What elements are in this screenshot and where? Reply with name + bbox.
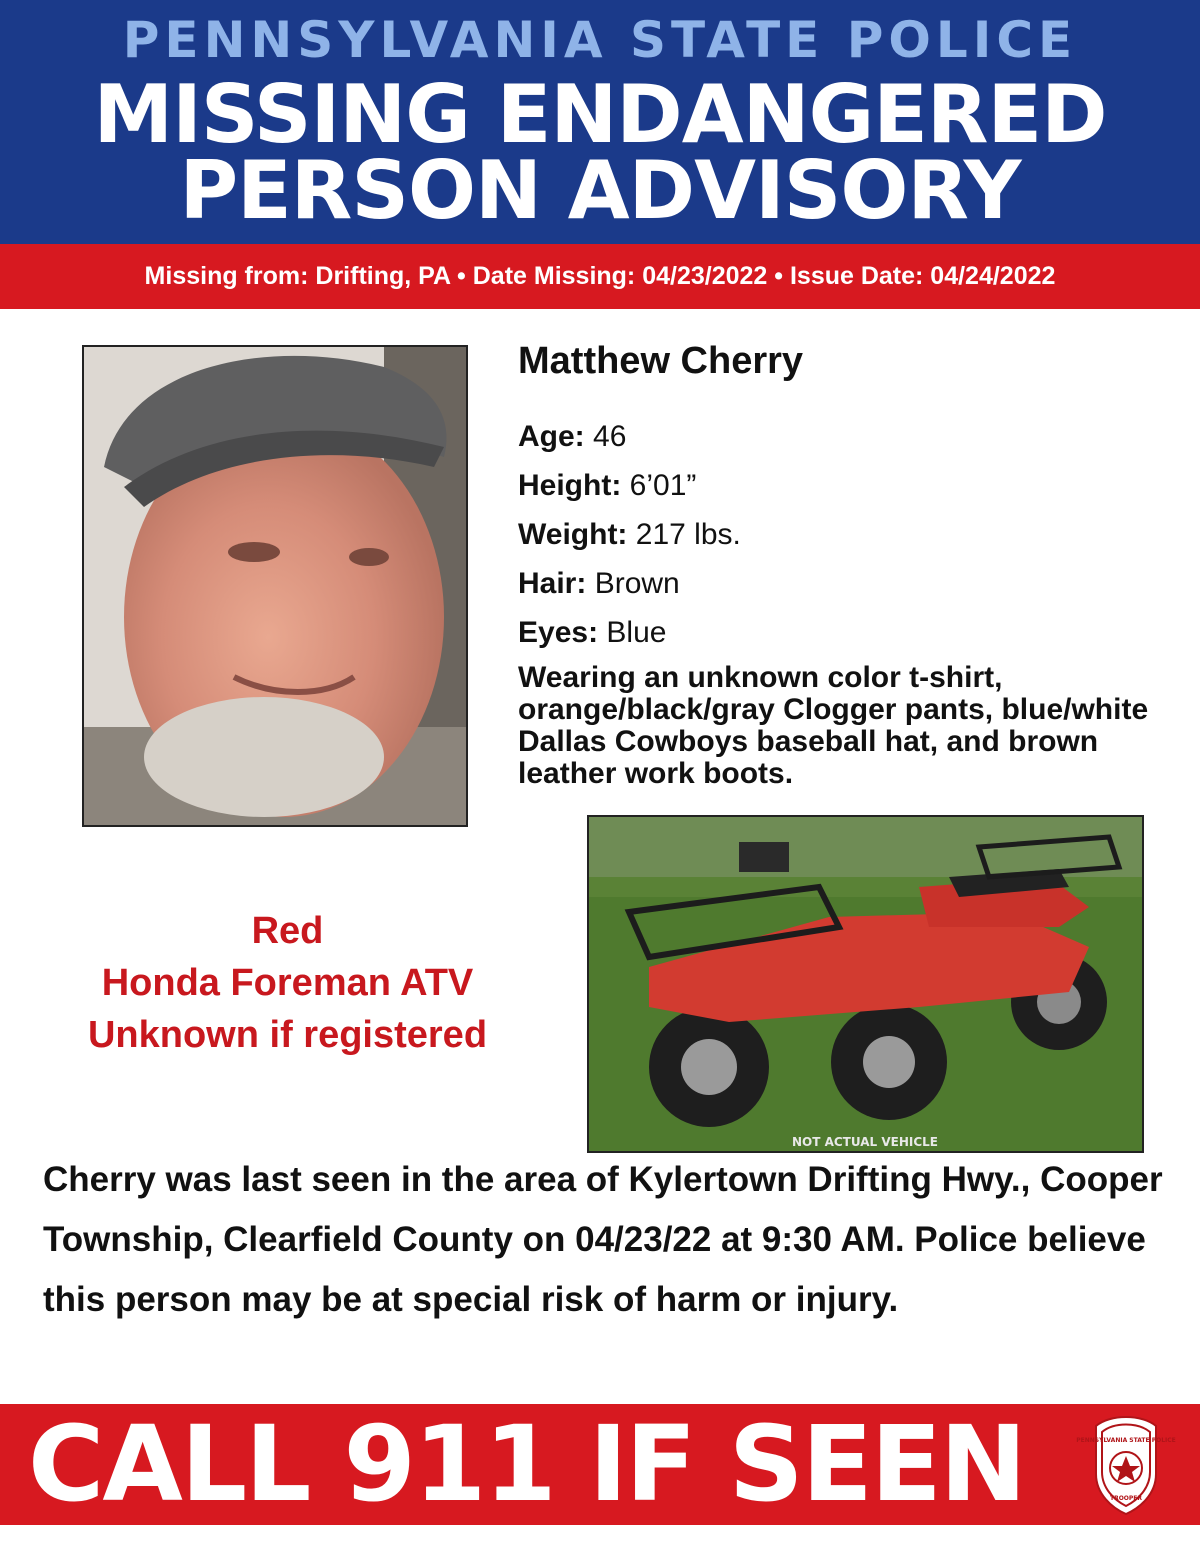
atv-photo — [587, 815, 1144, 1153]
header-banner — [0, 0, 1200, 244]
age-label: Age: — [518, 420, 585, 453]
state-police-badge-icon — [1076, 1412, 1176, 1516]
vehicle-color: Red — [251, 910, 324, 952]
height-row — [518, 461, 1138, 510]
height-label: Height: — [518, 469, 622, 502]
missing-info-bar: Missing from: Drifting, PA • Date Missing: 04/23/2022 • Issue Date: 04/24/2022 — [0, 244, 1200, 309]
call-911-text: CALL 911 IF SEEN — [28, 1403, 1025, 1525]
eyes-row — [518, 608, 1138, 657]
height-value: 6’01” — [629, 469, 697, 502]
weight-value: 217 lbs. — [635, 518, 741, 551]
badge-top-text: PENNSYLVANIA STATE POLICE — [1076, 1437, 1176, 1444]
call-to-action-banner — [0, 1404, 1200, 1525]
weight-label: Weight: — [518, 518, 628, 551]
vehicle-model: Honda Foreman ATV — [101, 962, 474, 1004]
age-value: 46 — [593, 420, 627, 453]
person-photo-illustration — [84, 347, 466, 825]
badge-bottom-text: TROOPER — [1109, 1495, 1143, 1502]
hair-label: Hair: — [518, 567, 587, 600]
age-row — [518, 412, 1138, 461]
person-description — [518, 412, 1138, 657]
eyes-label: Eyes: — [518, 616, 599, 649]
person-name: Matthew Cherry — [518, 340, 804, 382]
vehicle-registration: Unknown if registered — [87, 1014, 488, 1056]
hair-row — [518, 559, 1138, 608]
last-seen-narrative: Cherry was last seen in the area of Kylertown Drifting Hwy., Cooper Township, Clearfield County on 04/23/22 at 9:30 AM. Police believe this person may be at special risk of harm or injury. — [43, 1160, 1163, 1319]
agency-name: PENNSYLVANIA STATE POLICE — [122, 11, 1078, 69]
eyes-value: Blue — [606, 616, 667, 649]
atv-photo-caption: NOT ACTUAL VEHICLE — [791, 1135, 939, 1149]
vehicle-description — [40, 905, 535, 1061]
advisory-title-line2: PERSON ADVISORY — [179, 144, 1021, 237]
advisory-title-line1: MISSING ENDANGERED — [93, 68, 1107, 161]
weight-row — [518, 510, 1138, 559]
clothing-description: Wearing an unknown color t-shirt, orange/black/gray Clogger pants, blue/white Dallas Cowboys baseball hat, and brown leather work boots. — [518, 661, 1149, 790]
atv-illustration — [589, 817, 1142, 1151]
hair-value: Brown — [594, 567, 680, 600]
person-photo — [82, 345, 468, 827]
